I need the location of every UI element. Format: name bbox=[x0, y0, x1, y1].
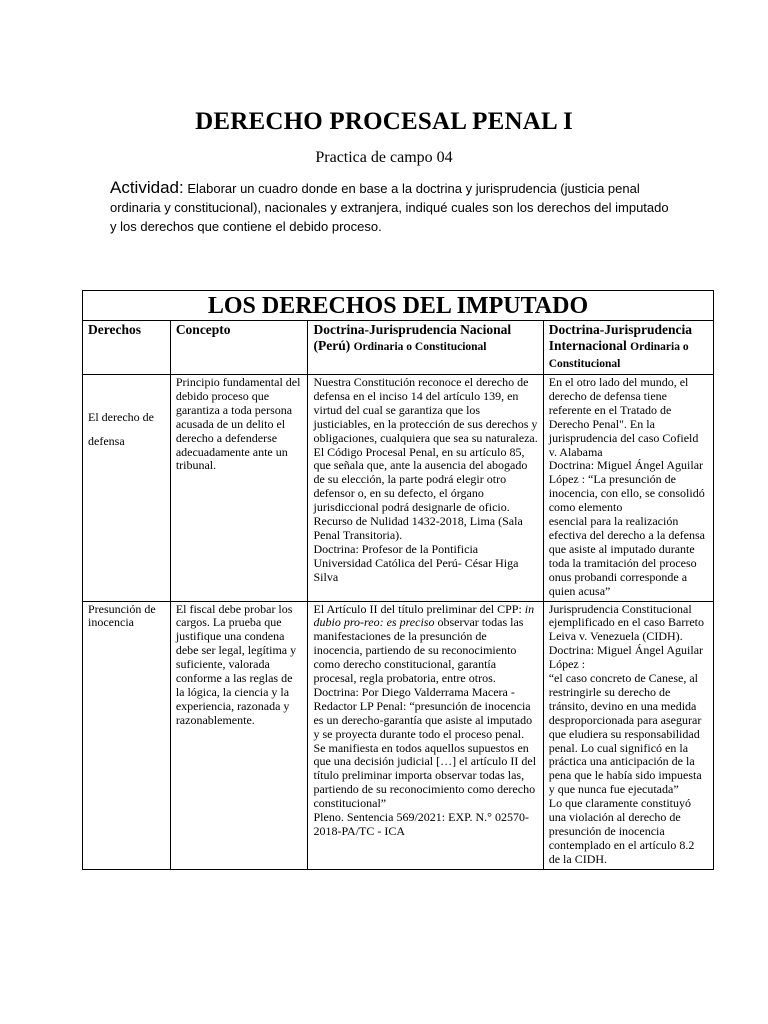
paragraph: Nuestra Constitución reconoce el derecho de defensa en el inciso 14 del artículo 139, en virtud del cual se garantiza que los justiciables, en la protección de sus derechos y obligaciones, cualquiera que sea su naturaleza. El Código Procesal Penal, en su artículo 85, que señala que, ante la ausencia del abogado de su elección, la parte podrá elegir otro defensor o, en su defecto, el órgano jurisdiccional podrá designarle de oficio. bbox=[313, 375, 538, 515]
document-subtitle: Practica de campo 04 bbox=[315, 149, 453, 166]
paragraph: Recurso de Nulidad 1432-2018, Lima (Sala Penal Transitoria). bbox=[313, 514, 523, 542]
cell-concepto: Principio fundamental del debido proceso que garantiza a toda persona acusada de un delito el derecho a defenderse adecuadamente ante un tribunal. bbox=[170, 375, 308, 602]
paragraph: observar todas las manifestaciones de la presunción de inocencia, partiendo de su reconocimiento como derecho constitucional, garantía procesal, regla probatoria, entre otros. bbox=[313, 615, 524, 686]
paragraph: Doctrina: Miguel Ángel Aguilar López : “La presunción de inocencia, con ello, se consolidó como elemento bbox=[548, 458, 705, 515]
header-derechos: Derechos bbox=[83, 321, 171, 375]
header-internacional: Doctrina-Jurisprudencia Internacional Ordinaria o Constitucional bbox=[543, 321, 713, 375]
table-header-row bbox=[83, 321, 714, 375]
cell-derecho: El derecho de defensa bbox=[83, 375, 171, 602]
paragraph: “el caso concreto de Canese, al restringirle su derecho de tránsito, devino en una medida desproporcionada para asegurar que eludiera su responsabilidad penal. Lo cual significó en la práctica una anticipación de la pena que le había sido impuesta y que nunca fue ejecutada” bbox=[548, 671, 702, 797]
activity-paragraph bbox=[110, 178, 670, 236]
activity-label: Actividad: bbox=[110, 178, 184, 197]
document-title: DERECHO PROCESAL PENAL I bbox=[195, 108, 573, 135]
cell-derecho: Presunción de inocencia bbox=[83, 601, 171, 869]
header-nacional: Doctrina-Jurisprudencia Nacional (Perú) Ordinaria o Constitucional bbox=[308, 321, 543, 375]
table-row bbox=[83, 375, 714, 602]
italic-text: in dubio pro-reo: es preciso bbox=[313, 601, 535, 630]
header-nacional-small: Ordinaria o Constitucional bbox=[353, 341, 487, 353]
paragraph: En el otro lado del mundo, el derecho de defensa tiene referente en el Tratado de Derecho Penal". En la jurisprudencia del caso Cofield v. Alabama bbox=[548, 375, 699, 459]
paragraph: esencial para la realización efectiva del derecho a la defensa que asiste al imputado durante toda la tramitación del proceso onus probandi corresponde a quien acusa” bbox=[548, 514, 705, 598]
cell-concepto: El fiscal debe probar los cargos. La prueba que justifique una condena debe ser legal, legítima y suficiente, valorada conforme a las reglas de la lógica, la ciencia y la experiencia, razonada y razonablemente. bbox=[170, 601, 308, 869]
paragraph: Doctrina: Profesor de la Pontificia Universidad Católica del Perú- César Higa Silva bbox=[313, 541, 519, 584]
paragraph: Doctrina: Miguel Ángel Aguilar López : bbox=[548, 643, 704, 672]
cell-nacional bbox=[308, 601, 543, 869]
header-internacional-small: Ordinaria o Constitucional bbox=[548, 341, 689, 370]
cell-internacional bbox=[543, 601, 713, 869]
activity-text: Elaborar un cuadro donde en base a la doctrina y jurisprudencia (justicia penal ordinaria y constitucional), nacionales y extranjera, indiqué cuales son los derechos del imputado y los derechos que contiene el debido proceso. bbox=[110, 181, 669, 234]
table-row bbox=[83, 601, 714, 869]
header-concepto: Concepto bbox=[170, 321, 308, 375]
paragraph: Jurisprudencia Constitucional ejemplificado en el caso Barreto Leiva v. Venezuela (CIDH). bbox=[548, 601, 704, 644]
paragraph: Doctrina: Por Diego Valderrama Macera - Redactor LP Penal: “presunción de inocencia es un derecho-garantía que asiste al imputado y se proyecta durante todo el proceso penal. Se manifiesta en todos aquellos supuestos en que una decisión judicial […] el artículo II del título preliminar importa observar todas las, partiendo de su reconocimiento como derecho constitucional” bbox=[313, 684, 537, 811]
paragraph: Pleno. Sentencia 569/2021: EXP. N.° 02570-2018-PA/TC - ICA bbox=[313, 810, 529, 838]
cell-internacional bbox=[543, 375, 713, 602]
cell-nacional bbox=[308, 375, 543, 602]
table-title: LOS DERECHOS DEL IMPUTADO bbox=[83, 291, 714, 321]
rights-table bbox=[82, 290, 714, 870]
paragraph: Lo que claramente constituyó una violación al derecho de presunción de inocencia contemplado en el artículo 8.2 de la CIDH. bbox=[548, 796, 695, 866]
paragraph: El Artículo II del título preliminar del CPP: bbox=[313, 601, 522, 616]
